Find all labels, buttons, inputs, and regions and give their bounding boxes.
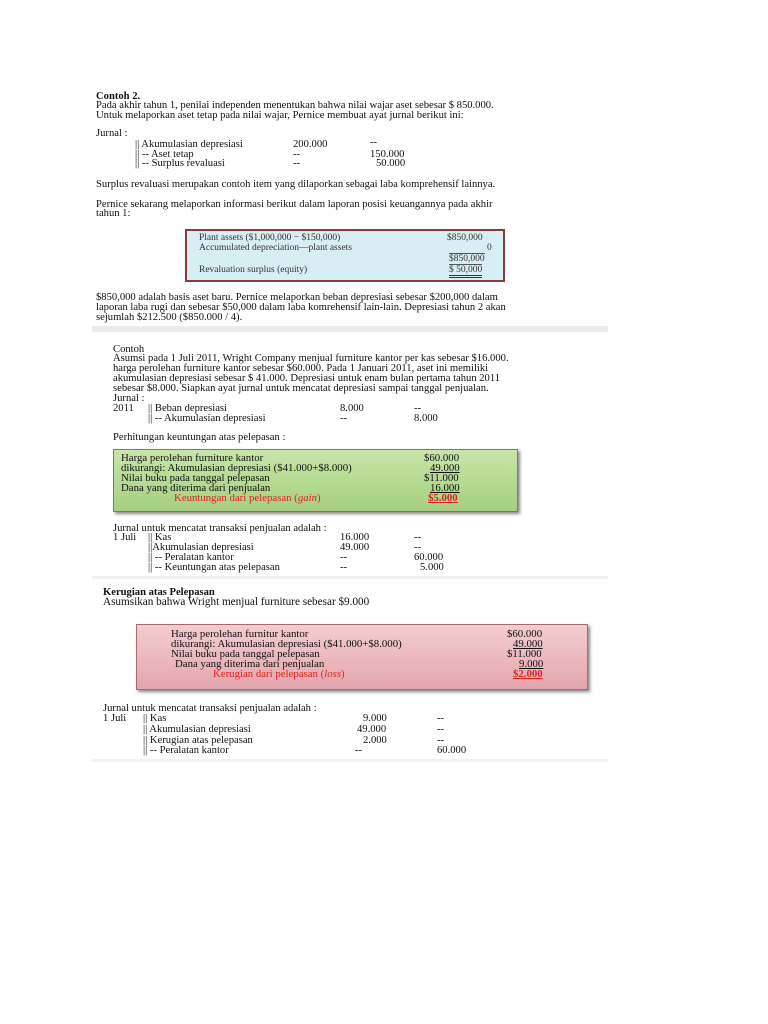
journal-account: || -- Akumulasian depresiasi [148,413,266,424]
journal-account: || -- Aset tetap [135,149,194,160]
journal-debit: 49.000 [357,724,387,735]
calc-value: 16.000 [430,482,460,494]
journal-credit: 150.000 [370,149,405,160]
journal-credit: 8.000 [414,413,438,424]
section2-intro-line: harga perolehan furniture kantor sebesar $60.000. Pada 1 Januari 2011, aset ini memiliki [113,363,489,374]
calc-label: dikurangi: Akumulasian depresiasi ($41.000+$8.000) [171,638,402,650]
gain-label [174,493,321,504]
calc-label: dikurangi: Akumulasian depresiasi ($41.000+$8.000) [121,462,352,474]
calc-label: Harga perolehan furnitur kantor [171,628,309,640]
journal-credit: -- [370,137,378,148]
section2-intro-line: Asumsi pada 1 Juli 2011, Wright Company menjual furniture kantor per kas sebesar $16.000. [113,353,509,364]
section-divider [92,759,608,762]
section2-heading: Contoh [113,344,145,355]
journal-account: || Beban depresiasi [148,403,227,414]
calc-value: $11.000 [507,648,542,660]
calc-value: $60.000 [507,628,543,640]
journal-debit: -- [340,552,348,563]
section-divider [92,326,608,332]
journal-account: || -- Peralatan kantor [148,552,234,563]
journal-account: || Kas [148,532,172,543]
loss-label-post: ) [341,668,345,680]
calc-value: 49.000 [430,462,460,474]
journal-date: 1 Juli [103,713,127,724]
gain-label-em: gain [297,492,318,504]
section3-intro: Asumsikan bahwa Wright menjual furniture sebesar $9.000 [103,596,370,608]
loss-label-pre: Kerugian dari pelepasan ( [213,668,325,680]
journal-credit: -- [437,713,445,724]
gain-value: $5.000 [428,492,458,504]
section1-heading: Contoh 2. [96,91,141,102]
section1-note: Surplus revaluasi merupakan contoh item yang dilaporkan sebagai laba komprehensif lainnya. [96,179,496,190]
section1-note: Pernice sekarang melaporkan informasi berikut dalam laporan posisi keuangannya pada akhir [96,199,493,210]
section1-note: tahun 1: [96,208,131,219]
journal-debit: 8.000 [340,403,364,414]
calc-value: 49.000 [513,638,543,650]
section2-jurnal-label: Jurnal : [113,393,145,404]
loss-label-em: loss [324,668,342,680]
journal-debit: -- [355,745,363,756]
section1-closing: $850,000 adalah basis aset baru. Pernice melaporkan beban depresiasi sebesar $200,000 dalam [96,292,498,303]
balance-sheet-box [185,229,505,282]
box-row-label: Plant assets ($1,000,000 − $150,000) [199,233,341,243]
section-divider [92,576,608,579]
box-row-label: Accumulated depreciation—plant assets [199,243,353,253]
journal-account: || -- Keuntungan atas pelepasan [148,562,280,573]
journal-credit: 50.000 [376,158,406,169]
journal-account: || Akumulasian depresiasi [143,724,251,735]
loss-label [213,669,345,680]
section1-closing: sejumlah $212.500 ($850.000 / 4). [96,312,243,323]
calc-label: Dana yang diterima dari penjualan [121,482,271,494]
calc-value: $11.000 [424,472,459,484]
journal-debit: 16.000 [340,532,370,543]
journal-account: || Akumulasian depresiasi [135,139,243,150]
section1-jurnal-label: Jurnal : [96,128,128,139]
journal-credit: 60.000 [414,552,444,563]
journal-credit: -- [437,724,445,735]
journal-debit: -- [293,149,301,160]
journal-credit: -- [437,735,445,746]
calc-label: Nilai buku pada tanggal pelepasan [171,648,320,660]
calc-label: Nilai buku pada tanggal pelepasan [121,472,270,484]
loss-calculation-box [136,624,588,690]
section2-intro-line: akumulasian depresiasi sebesar $ 41.000. Depresiasi untuk enam bulan pertama tahun 2011 [113,373,501,384]
journal-credit: 60.000 [437,745,467,756]
box-row-value: $850,000 [447,233,483,243]
box-row-value: 0 [487,243,492,253]
calc-title: Perhitungan keuntungan atas pelepasan : [113,432,286,443]
gain-calculation-box [113,449,518,512]
journal-debit: -- [340,413,348,424]
sale-title: Jurnal untuk mencatat transaksi penjualan adalah : [113,523,327,534]
calc-value: 9.000 [519,658,544,670]
journal-date: 2011 [113,403,134,414]
journal-debit: 49.000 [340,542,370,553]
journal-debit: 2.000 [363,735,387,746]
journal-debit: 200.000 [293,139,328,150]
journal-account: || -- Surplus revaluasi [135,158,225,169]
loss-value: $2.000 [513,668,543,680]
journal-credit: 5.000 [420,562,444,573]
calc-value: $60.000 [424,452,460,464]
journal-account: || Kas [143,713,167,724]
gain-label-post: ) [317,492,321,504]
journal-account: || Kerugian atas pelepasan [143,735,253,746]
gain-label-pre: Keuntungan dari pelepasan ( [174,492,298,504]
section1-intro-line: Untuk melaporkan aset tetap pada nilai wajar, Pernice membuat ayat jurnal berikut ini: [96,110,464,121]
calc-label: Dana yang diterima dari penjualan [175,658,325,670]
box-row-value: $850,000 [449,254,485,264]
sale-title: Jurnal untuk mencatat transaksi penjualan adalah : [103,703,317,714]
box-row-value: $ 50,000 [449,264,482,278]
journal-debit: -- [340,562,348,573]
journal-credit: -- [414,542,422,553]
calc-label: Harga perolehan furniture kantor [121,452,264,464]
journal-debit: 9.000 [363,713,387,724]
journal-credit: -- [414,403,422,414]
journal-debit: -- [293,158,301,169]
section3-heading: Kerugian atas Pelepasan [103,587,215,598]
journal-date: 1 Juli [113,532,137,543]
box-row-label: Revaluation surplus (equity) [199,265,308,275]
section1-closing: laporan laba rugi dan sebesar $50,000 dalam laba komrehensif lain-lain. Depresiasi tahun 2 akan [96,302,506,313]
journal-account: ||Akumulasian depresiasi [148,542,254,553]
journal-account: || -- Peralatan kantor [143,745,229,756]
section1-intro-line: Pada akhir tahun 1, penilai independen menentukan bahwa nilai wajar aset sebesar $ 850.000. [96,100,494,111]
section2-intro-line: sebesar $8.000. Siapkan ayat jurnal untuk mencatat depresiasi sampai tanggal penjualan. [113,383,489,394]
journal-credit: -- [414,532,422,543]
